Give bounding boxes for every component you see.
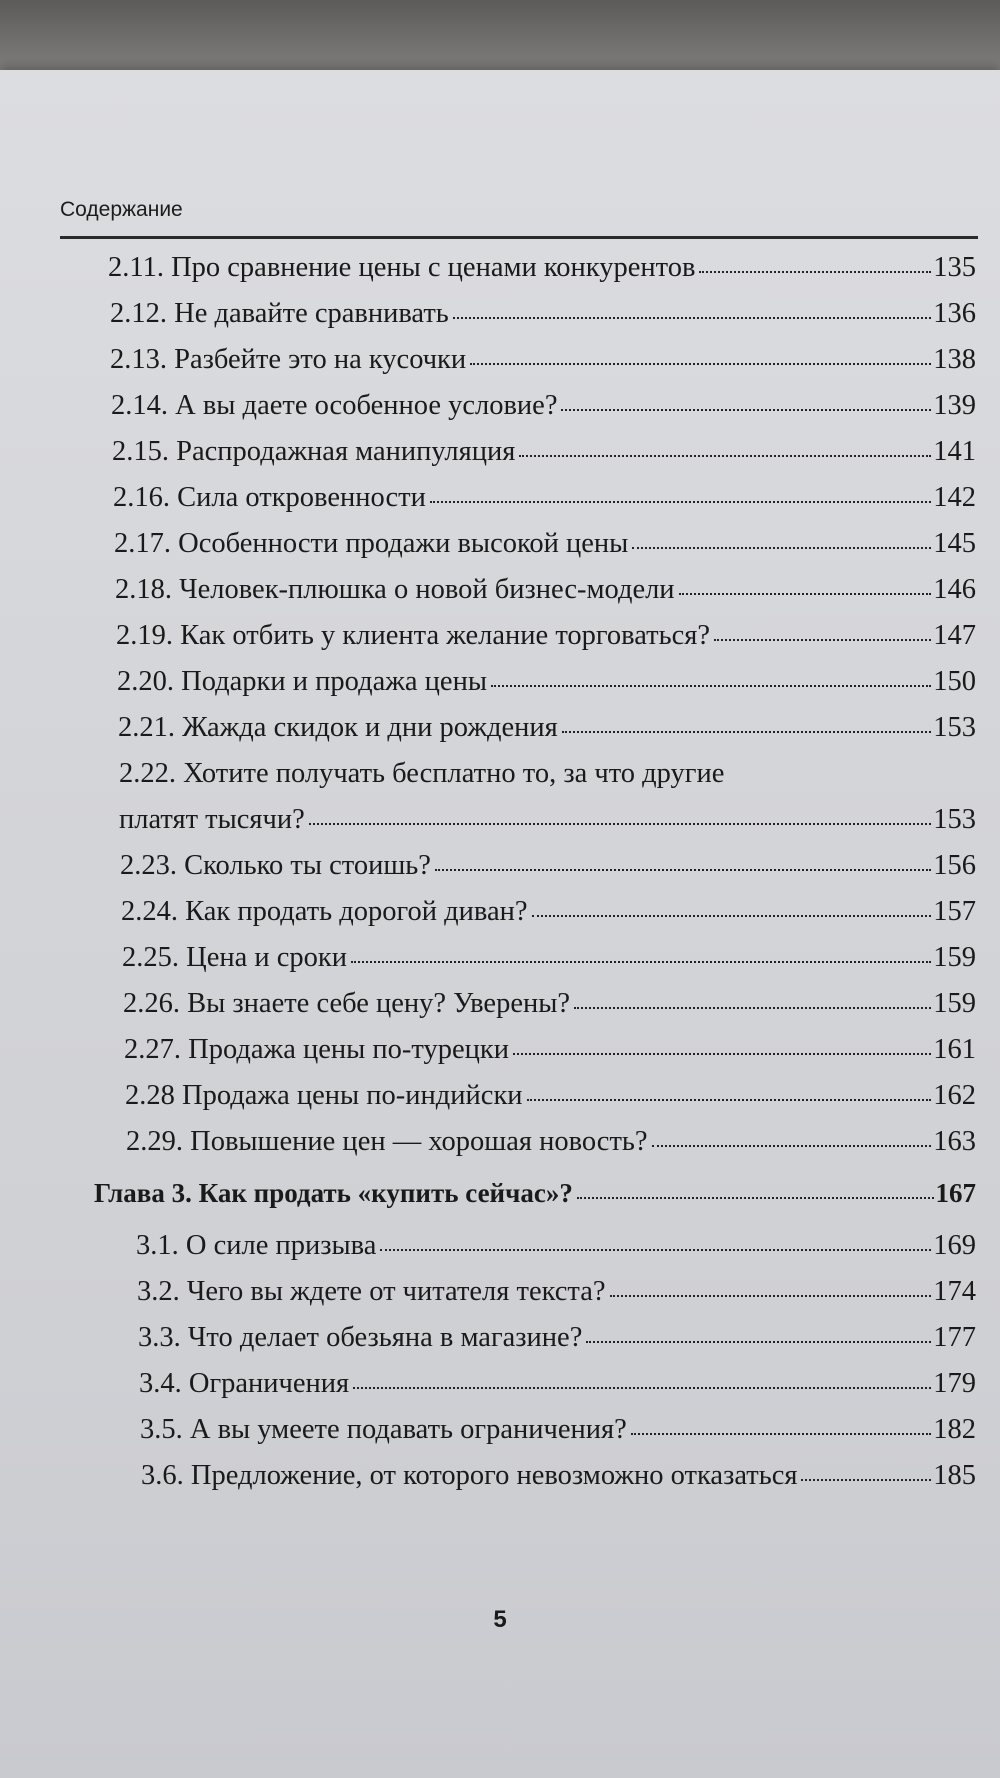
dot-leader (574, 1007, 931, 1009)
dot-leader (513, 1053, 931, 1055)
toc-entry (138, 1322, 976, 1354)
dot-leader (679, 593, 932, 595)
page-number: 5 (493, 1606, 507, 1633)
toc-entry (117, 666, 976, 698)
dot-leader (631, 1433, 932, 1435)
toc-chapter-heading (94, 1178, 976, 1209)
toc-entry-page: 162 (933, 1080, 976, 1111)
toc-entry-title-line1: 2.22. Хотите получать бесплатно то, за что другие (119, 758, 725, 789)
dot-leader (586, 1341, 931, 1343)
toc-entry-title: 2.13. Разбейте это на кусочки (110, 344, 467, 375)
toc-entry-title: 2.25. Цена и сроки (122, 942, 348, 973)
header-rule (60, 236, 978, 239)
toc-entry-page: 174 (933, 1276, 976, 1307)
toc-entry-title: 2.21. Жажда скидок и дни рождения (118, 712, 558, 743)
toc-entry-page: 135 (933, 252, 976, 283)
toc-entry-page: 159 (933, 988, 976, 1019)
toc-entry (123, 988, 976, 1020)
toc-entry (136, 1230, 976, 1262)
dot-leader (801, 1479, 931, 1481)
toc-entry-title: 2.27. Продажа цены по-турецки (124, 1034, 510, 1065)
toc-entry-page: 159 (933, 942, 976, 973)
toc-entry-title: 3.1. О силе призыва (136, 1230, 377, 1261)
toc-entry (122, 942, 976, 974)
toc-entry (121, 896, 976, 928)
toc-entry-page: 136 (933, 298, 976, 329)
toc-entry-title: 2.16. Сила откровенности (113, 482, 426, 513)
toc-entry-page: 147 (933, 620, 976, 651)
toc-entry-page: 182 (933, 1414, 976, 1445)
dot-leader (577, 1197, 934, 1199)
running-head: Содержание (60, 198, 183, 221)
dot-leader (527, 1099, 932, 1101)
toc-entry (111, 390, 976, 422)
dot-leader (435, 869, 931, 871)
toc-entry-page: 157 (933, 896, 976, 927)
toc-entry (120, 850, 976, 882)
toc-entry-title: 3.6. Предложение, от которого невозможно отказаться (141, 1460, 798, 1491)
toc-entry-title: 2.11. Про сравнение цены с ценами конкурентов (108, 252, 696, 283)
toc-entry (141, 1460, 976, 1492)
toc-entry-page: 145 (933, 528, 976, 559)
toc-entry (140, 1414, 976, 1446)
book-page (0, 70, 1000, 1778)
toc-entry-title: 2.18. Человек-плюшка о новой бизнес-модели (115, 574, 675, 605)
toc-entry-page: 161 (933, 1034, 976, 1065)
toc-entry-title: 2.28 Продажа цены по-индийски (125, 1080, 523, 1111)
toc-entry-title: 2.20. Подарки и продажа цены (117, 666, 487, 697)
dot-leader (532, 915, 932, 917)
toc-chapter-page: 167 (935, 1178, 976, 1208)
dot-leader (470, 363, 931, 365)
toc-entry-page: 153 (933, 712, 976, 743)
toc-entry-page: 146 (933, 574, 976, 605)
toc-entry (110, 344, 976, 376)
toc-entry-page: 163 (933, 1126, 976, 1157)
toc-entry (115, 574, 976, 606)
toc-entry (110, 298, 976, 330)
toc-entry (114, 528, 976, 560)
toc-entry-page: 138 (933, 344, 976, 375)
toc-entry-title: 3.5. А вы умеете подавать ограничения? (140, 1414, 627, 1445)
dot-leader (632, 547, 931, 549)
toc-entry (137, 1276, 976, 1308)
dot-leader (519, 455, 931, 457)
toc-entry (139, 1368, 976, 1400)
dot-leader (453, 317, 931, 319)
dot-leader (562, 731, 931, 733)
toc-entry-page: 179 (933, 1368, 976, 1399)
toc-entry (118, 712, 976, 744)
dot-leader (430, 501, 931, 503)
dot-leader (380, 1249, 931, 1251)
dot-leader (714, 639, 931, 641)
dot-leader (353, 1387, 931, 1389)
toc-entry (116, 620, 976, 652)
toc-entry-page: 169 (933, 1230, 976, 1261)
dot-leader (652, 1145, 932, 1147)
toc-entry (124, 1034, 976, 1066)
toc-entry-page: 153 (933, 804, 976, 835)
toc-entry (119, 804, 976, 836)
dot-leader (610, 1295, 932, 1297)
toc-entry-title: 3.4. Ограничения (139, 1368, 350, 1399)
toc-entry-page: 185 (933, 1460, 976, 1491)
toc-entry-page: 150 (933, 666, 976, 697)
dot-leader (309, 823, 931, 825)
toc-entry-page: 142 (933, 482, 976, 513)
toc-entry-page: 139 (933, 390, 976, 421)
toc-entry-page: 177 (933, 1322, 976, 1353)
toc-entry (113, 482, 976, 514)
toc-entry-title: 2.29. Повышение цен — хорошая новость? (126, 1126, 648, 1157)
toc-entry (125, 1080, 976, 1112)
dot-leader (351, 961, 931, 963)
dot-leader (491, 685, 931, 687)
toc-entry-title: 2.24. Как продать дорогой диван? (121, 896, 528, 927)
toc-entry (126, 1126, 976, 1158)
toc-entry-title: 2.15. Распродажная манипуляция (112, 436, 516, 467)
dot-leader (699, 271, 931, 273)
toc-entry-title: 2.12. Не давайте сравнивать (110, 298, 449, 329)
toc-entry-title: 2.19. Как отбить у клиента желание торговаться? (116, 620, 710, 651)
toc-entry-title: 2.26. Вы знаете себе цену? Уверены? (123, 988, 571, 1019)
toc-entry (108, 252, 976, 284)
toc-entry-title: 3.3. Что делает обезьяна в магазине? (138, 1322, 583, 1353)
toc-entry (112, 436, 976, 468)
toc-entry-title: 3.2. Чего вы ждете от читателя текста? (137, 1276, 606, 1307)
toc-chapter-title: Глава 3. Как продать «купить сейчас»? (94, 1178, 573, 1208)
toc-entry-title: 2.14. А вы даете особенное условие? (111, 390, 558, 421)
toc-entry-title: 2.23. Сколько ты стоишь? (120, 850, 431, 881)
toc-entry-page: 141 (933, 436, 976, 467)
toc-entry-page: 156 (933, 850, 976, 881)
toc-entry-title: платят тысячи? (119, 804, 305, 835)
dot-leader (561, 409, 931, 411)
toc-entry-title: 2.17. Особенности продажи высокой цены (114, 528, 629, 559)
